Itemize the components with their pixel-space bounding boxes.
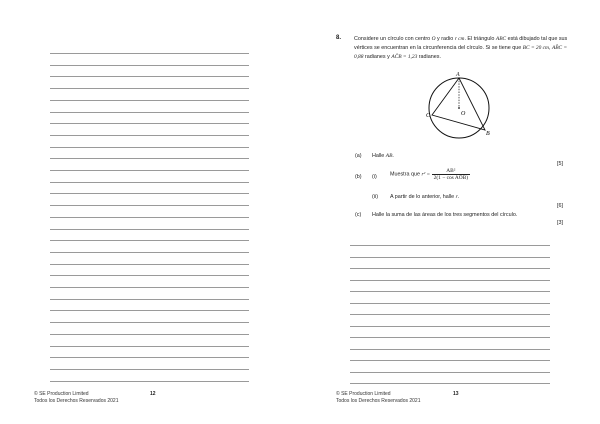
answer-line bbox=[50, 357, 249, 358]
label-b: B bbox=[486, 131, 490, 137]
part-b-i-text: Muestra que r² = $\frac{\text{AB²}}{\text{2(1 − cos AÔB)}}$ bbox=[390, 168, 469, 181]
triangle-symbol: ABC bbox=[495, 36, 507, 42]
answer-line bbox=[50, 53, 249, 54]
answer-line bbox=[50, 112, 249, 113]
answer-line bbox=[50, 346, 249, 347]
bc-length: BC = 20 cm bbox=[522, 45, 549, 51]
formula-fraction bbox=[432, 168, 470, 181]
answer-line bbox=[50, 65, 249, 66]
answer-line bbox=[350, 349, 550, 350]
answer-line bbox=[50, 334, 249, 335]
copyright-text: © SE Production Limited bbox=[336, 391, 391, 397]
part-a-marks: [5] bbox=[557, 161, 563, 167]
left-answer-lines bbox=[50, 0, 249, 424]
answer-line bbox=[50, 88, 249, 89]
answer-line bbox=[50, 240, 249, 241]
part-b-ii-label: (ii) bbox=[372, 194, 378, 200]
answer-line bbox=[350, 360, 550, 361]
question-intro: Considere un círculo con centro O y radio r cm. El triángulo ABC está dibujado tal que sus vértices se encuentran en la circunferencia del círculo. Si se tiene que BC = 20 cm, AB̂C = 0,88 radianes y AĈB = 1,23 radianes. bbox=[354, 36, 568, 60]
r-squared: r² = bbox=[421, 171, 431, 178]
answer-line bbox=[50, 275, 249, 276]
answer-line bbox=[350, 280, 550, 281]
radius-symbol: r cm bbox=[454, 36, 465, 42]
answer-line bbox=[50, 158, 249, 159]
answer-line bbox=[50, 217, 249, 218]
page-number: 12 bbox=[150, 391, 156, 397]
rights-text: Todos los Derechos Reservados 2021 bbox=[34, 398, 119, 404]
part-b-label: (b) bbox=[355, 174, 362, 180]
rights-text: Todos los Derechos Reservados 2021 bbox=[336, 398, 421, 404]
answer-line bbox=[50, 299, 249, 300]
answer-line bbox=[350, 291, 550, 292]
answer-line bbox=[350, 245, 550, 246]
answer-line bbox=[50, 147, 249, 148]
answer-line bbox=[350, 257, 550, 258]
center-symbol: O bbox=[431, 36, 436, 42]
answer-line bbox=[50, 205, 249, 206]
triangle-abc bbox=[432, 78, 485, 130]
part-b-i-label: (i) bbox=[372, 174, 377, 180]
part-c-label: (c) bbox=[355, 212, 362, 218]
answer-line bbox=[350, 314, 550, 315]
left-footer bbox=[34, 391, 119, 405]
answer-line bbox=[50, 123, 249, 124]
answer-line bbox=[50, 369, 249, 370]
right-footer bbox=[336, 391, 421, 405]
answer-line bbox=[50, 135, 249, 136]
answer-line bbox=[350, 303, 550, 304]
angle-acb: AĈB = 1,23 bbox=[391, 54, 418, 60]
part-c-marks: [3] bbox=[557, 220, 563, 226]
formula-numerator: AB² bbox=[432, 168, 470, 175]
label-c: C bbox=[426, 113, 431, 119]
answer-line bbox=[350, 326, 550, 327]
answer-line bbox=[50, 322, 249, 323]
part-a-label: (a) bbox=[355, 153, 362, 159]
answer-line bbox=[50, 381, 249, 382]
answer-line bbox=[50, 76, 249, 77]
circle-triangle-diagram bbox=[412, 70, 504, 144]
answer-line bbox=[50, 310, 249, 311]
answer-line bbox=[50, 287, 249, 288]
part-a-text: Halle AB. bbox=[372, 153, 394, 159]
label-a: A bbox=[456, 72, 460, 78]
answer-line bbox=[50, 100, 249, 101]
question-number: 8. bbox=[336, 35, 342, 41]
answer-line bbox=[50, 182, 249, 183]
answer-line bbox=[350, 383, 550, 384]
page-number: 13 bbox=[453, 391, 459, 397]
formula-denominator: 2(1 − cos AÔB) bbox=[433, 175, 469, 181]
answer-line bbox=[50, 252, 249, 253]
answer-line bbox=[50, 264, 249, 265]
part-c-text: Halle la suma de las áreas de los tres segmentos del círculo. bbox=[372, 212, 518, 218]
angle-abc: AB̂C = 0,88 bbox=[354, 45, 568, 60]
answer-line bbox=[50, 193, 249, 194]
label-o: O bbox=[461, 111, 466, 117]
center-point bbox=[458, 107, 460, 109]
answer-line bbox=[50, 170, 249, 171]
answer-line bbox=[350, 372, 550, 373]
part-b-marks: [6] bbox=[557, 203, 563, 209]
part-b-ii-text: A partir de lo anterior, halle r. bbox=[390, 194, 460, 200]
answer-line bbox=[50, 229, 249, 230]
answer-line bbox=[350, 337, 550, 338]
copyright-text: © SE Production Limited bbox=[34, 391, 89, 397]
answer-line bbox=[350, 268, 550, 269]
